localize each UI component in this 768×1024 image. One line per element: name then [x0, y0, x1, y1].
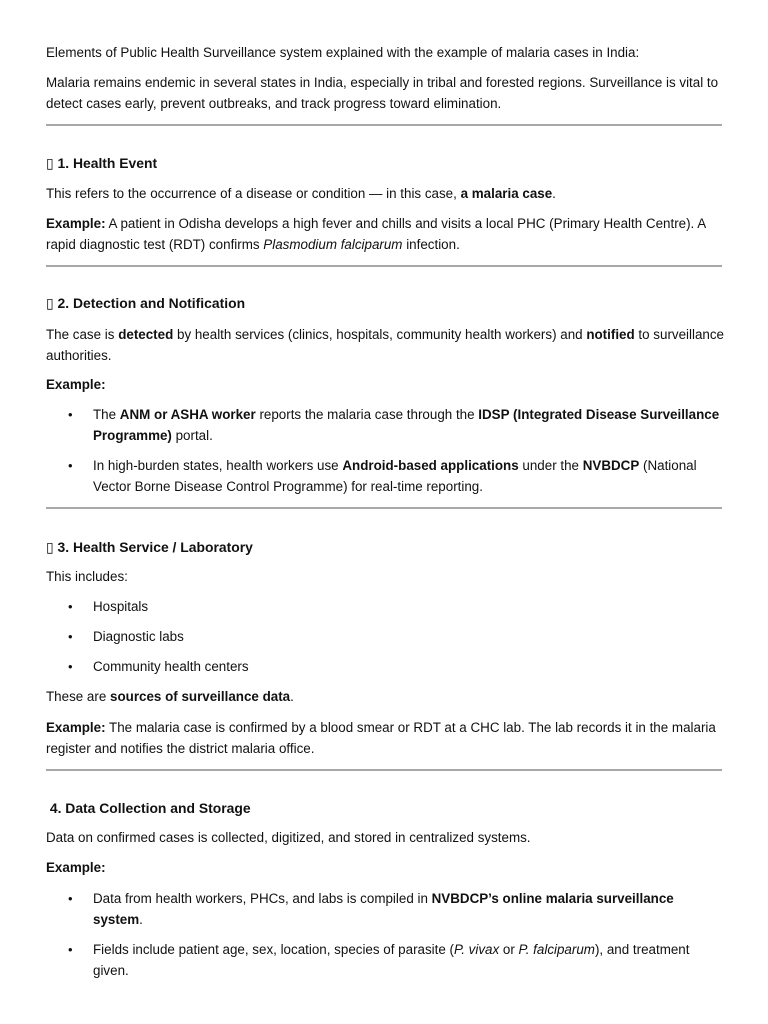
bullet-icon: •: [68, 629, 73, 644]
bold-span: detected: [118, 327, 174, 342]
section-2-title: 2. Detection and Notification: [57, 295, 246, 311]
text-span: Data from health workers, PHCs, and labs is compiled in: [93, 891, 432, 906]
text-span: reports the malaria case through the: [255, 407, 479, 422]
divider: [46, 124, 722, 126]
example-label: Example:: [46, 860, 106, 875]
text-span: (National Vector Borne Disease Control Programme) for real-time reporting.: [93, 458, 697, 494]
text-span: .: [139, 911, 143, 927]
section-1-title: 1. Health Event: [57, 155, 158, 171]
bold-span: NVBDCP’s online malaria surveillance system: [93, 891, 674, 927]
example-label: Example:: [46, 377, 106, 392]
missing-glyph-icon: ▯: [46, 539, 54, 555]
section-3-includes: This includes:: [46, 569, 128, 584]
bold-span: a malaria case: [460, 186, 553, 201]
section-2-example-label: [46, 375, 726, 396]
section-3-heading: [46, 537, 726, 557]
list-item: [93, 456, 723, 497]
divider: [46, 265, 722, 267]
list-item: [93, 405, 723, 446]
section-3-title: 3. Health Service / Laboratory: [57, 539, 253, 555]
text-span: The malaria case is confirmed by a blood smear or RDT at a CHC lab. The lab records it in the malaria register and notifies the district malaria office.: [46, 720, 716, 756]
bullet-icon: •: [68, 659, 73, 674]
text-span: portal.: [171, 427, 213, 443]
italic-span: Plasmodium falciparum: [263, 236, 403, 252]
section-2-heading: [46, 293, 726, 313]
text-span: This refers to the occurrence of a disease or condition — in this case,: [46, 186, 461, 201]
list-item: [93, 889, 723, 930]
section-4-text: Data on confirmed cases is collected, digitized, and stored in centralized systems.: [46, 830, 531, 845]
bold-span: IDSP (Integrated Disease Surveillance Programme): [93, 407, 720, 443]
list-item: [93, 940, 723, 981]
section-3-sources: [46, 687, 726, 708]
bullet-icon: •: [68, 599, 73, 614]
text-span: The: [93, 407, 120, 422]
text-span: .: [552, 186, 556, 201]
italic-span: P. falciparum: [518, 942, 595, 957]
text-span: The case is: [46, 327, 119, 342]
bold-span: sources of surveillance data: [110, 689, 291, 704]
list-item: Diagnostic labs: [93, 629, 184, 644]
text-span: or: [499, 942, 519, 957]
section-3-example: [46, 718, 726, 759]
missing-glyph-icon: ▯: [46, 155, 54, 171]
bold-span: notified: [586, 327, 635, 342]
text-span: by health services (clinics, hospitals, community health workers) and: [173, 327, 587, 342]
section-1-heading: [46, 153, 726, 173]
example-label: Example:: [46, 216, 106, 231]
text-span: .: [290, 689, 294, 704]
italic-span: P. vivax: [454, 942, 500, 957]
intro-paragraph: Malaria remains endemic in several states in India, especially in tribal and forested regions. Surveillance is vital to detect cases early, prevent outbreaks, and track progress toward elimination.: [46, 75, 719, 111]
text-span: to surveillance authorities.: [46, 327, 725, 363]
text-span: under the: [518, 458, 583, 473]
missing-glyph-icon: ▯: [46, 295, 54, 311]
text-span: ), and treatment given.: [93, 942, 690, 978]
text-span: infection.: [402, 236, 460, 252]
list-item: Hospitals: [93, 599, 149, 614]
text-span: Fields include patient age, sex, location, species of parasite (: [93, 942, 455, 957]
bullet-icon: •: [68, 942, 73, 957]
bold-span: Android-based applications: [342, 458, 519, 473]
section-1-example: [46, 214, 726, 255]
bullet-icon: •: [68, 458, 73, 473]
intro-heading: Elements of Public Health Surveillance system explained with the example of malaria cases in India:: [46, 45, 640, 60]
section-4-heading: 4. Data Collection and Storage: [46, 800, 251, 816]
section-2-text: [46, 325, 726, 366]
text-span: These are: [46, 689, 111, 704]
bold-span: NVBDCP: [582, 458, 640, 473]
divider: [46, 507, 722, 509]
bold-span: ANM or ASHA worker: [119, 407, 256, 422]
text-span: A patient in Odisha develops a high fever and chills and visits a local PHC (Primary Health Centre). A rapid diagnostic test (RDT) confirms: [46, 216, 706, 252]
list-item: Community health centers: [93, 659, 249, 674]
bullet-icon: •: [68, 891, 73, 906]
section-4-example-label: [46, 858, 726, 879]
text-span: In high-burden states, health workers use: [93, 458, 343, 473]
example-label: Example:: [46, 720, 106, 735]
divider: [46, 769, 722, 771]
section-1-text: [46, 184, 726, 205]
bullet-icon: •: [68, 407, 73, 422]
